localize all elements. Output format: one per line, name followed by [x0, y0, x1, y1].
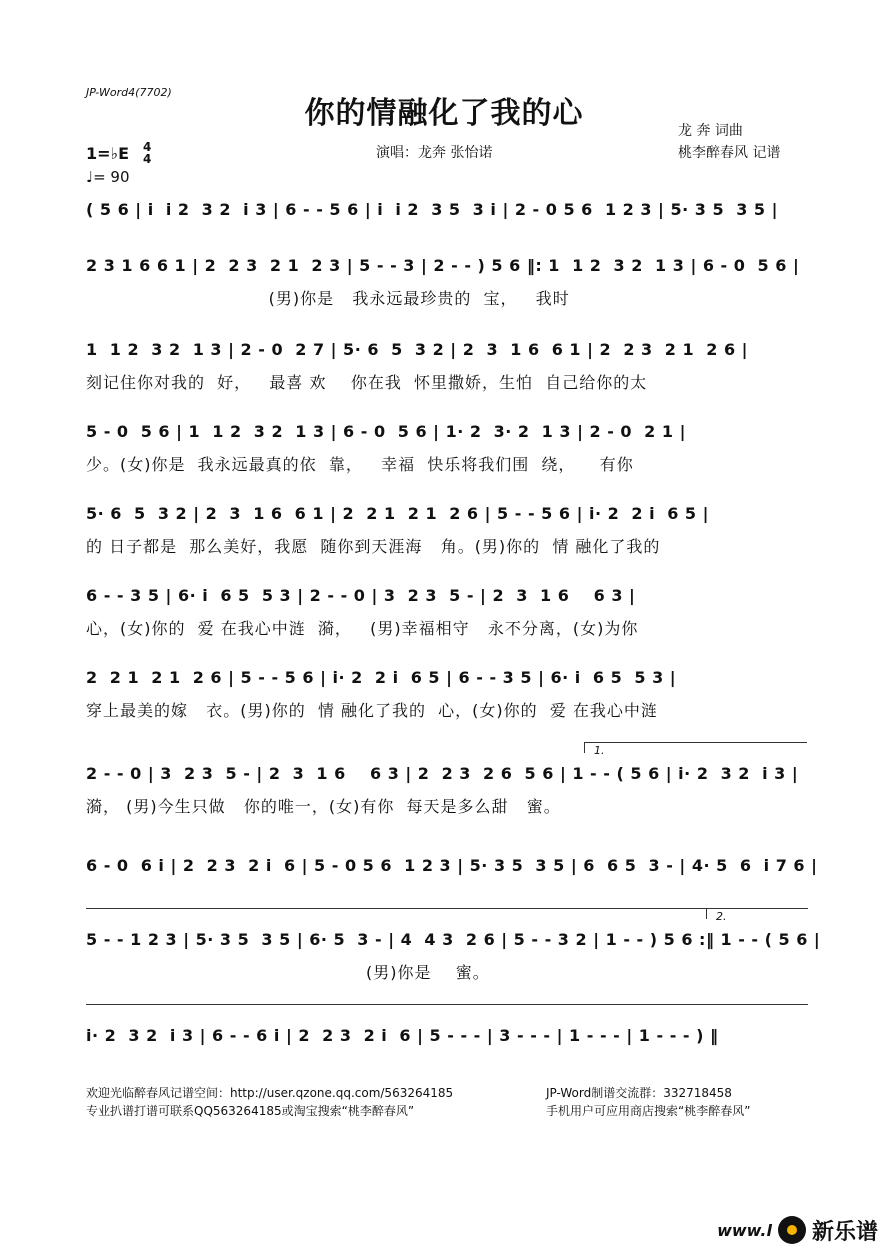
lyrics-line: 少。(女)你是 我永远最真的依 靠， 幸福 快乐将我们围 绕， 有你 [86, 455, 634, 474]
time-bottom: 4 [143, 152, 152, 166]
footer-mobile: 手机用户可应用商店搜索“桃李醉春风” [546, 1104, 751, 1118]
lyrics-line: 穿上最美的嫁 衣。(男)你的 情 融化了我的 心，(女)你的 爱 在我心中涟 [86, 701, 658, 720]
lyrics-line: (男)你是 我永远最珍贵的 宝， 我时 [86, 289, 570, 308]
tempo-marking: ♩= 90 [86, 168, 130, 186]
lyricist-composer: 龙 奔 词曲 [678, 123, 743, 139]
logo-name: 新乐谱 [811, 1219, 878, 1245]
lyrics-line: 心，(女)你的 爱 在我心中涟 漪， (男)幸福相守 永不分离，(女)为你 [86, 619, 639, 638]
first-ending-label: 1. [594, 744, 605, 757]
lyrics-line: (男)你是 蜜。 [86, 963, 490, 982]
notation-line: 5 - - 1 2 3 | 5· 3 5 3 5 | 6· 5 3 - | 4 4 3 2 6 | 5 - - 3 2 | 1 - - ) 5 6 :‖ 1 - - ( 5 6 | [86, 930, 821, 949]
notation-line: 6 - - 3 5 | 6· i 6 5 5 3 | 2 - - 0 | 3 2 3 5 - | 2 3 1 6 6 3 | [86, 586, 636, 605]
footer-contact: 专业扒谱打谱可联系QQ563264185或淘宝搜索“桃李醉春风” [86, 1104, 415, 1118]
ending-line [86, 908, 808, 909]
disc-icon [778, 1216, 806, 1244]
notation-line: 5 - 0 5 6 | 1 1 2 3 2 1 3 | 6 - 0 5 6 | 1· 2 3· 2 1 3 | 2 - 0 2 1 | [86, 422, 686, 441]
second-ending-label: 2. [716, 910, 727, 923]
notation-line: ( 5 6 | i i 2 3 2 i 3 | 6 - - 5 6 | i i 2 3 5 3 i | 2 - 0 5 6 1 2 3 | 5· 3 5 3 5 | [86, 200, 778, 219]
logo-www: www.l [717, 1220, 772, 1240]
notation-line: 2 2 1 2 1 2 6 | 5 - - 5 6 | i· 2 2 i 6 5 | 6 - - 3 5 | 6· i 6 5 5 3 | [86, 668, 677, 687]
footer-group: JP-Word制谱交流群：332718458 [546, 1086, 732, 1100]
software-version: JP-Word4(7702) [86, 86, 172, 99]
singers: 演唱：龙奔 张怡诺 [376, 145, 493, 161]
site-logo [717, 1214, 878, 1246]
notation-line: 1 1 2 3 2 1 3 | 2 - 0 2 7 | 5· 6 5 3 2 | 2 3 1 6 6 1 | 2 2 3 2 1 2 6 | [86, 340, 749, 359]
key-signature: 1=♭E [86, 144, 130, 163]
lyrics-line: 漪， (男)今生只做 你的唯一，(女)有你 每天是多么甜 蜜。 [86, 797, 561, 816]
lyrics-line: 刻记住你对我的 好， 最喜 欢 你在我 怀里撒娇，生怕 自己给你的太 [86, 373, 648, 392]
notation-line: 2 3 1 6 6 1 | 2 2 3 2 1 2 3 | 5 - - 3 | 2 - - ) 5 6 ‖: 1 1 2 3 2 1 3 | 6 - 0 5 6 | [86, 256, 800, 275]
time-top: 4 [143, 140, 152, 154]
song-title: 你的情融化了我的心 [304, 96, 584, 131]
lyrics-line: 的 日子都是 那么美好，我愿 随你到天涯海 角。(男)你的 情 融化了我的 [86, 537, 661, 556]
notation-line: 6 - 0 6 i | 2 2 3 2 i 6 | 5 - 0 5 6 1 2 3 | 5· 3 5 3 5 | 6 6 5 3 - | 4· 5 6 i 7 6 | [86, 856, 818, 875]
transcriber: 桃李醉春风 记谱 [678, 145, 781, 161]
notation-line: i· 2 3 2 i 3 | 6 - - 6 i | 2 2 3 2 i 6 | 5 - - - | 3 - - - | 1 - - - | 1 - - - ) ‖ [86, 1026, 719, 1045]
notation-line: 2 - - 0 | 3 2 3 5 - | 2 3 1 6 6 3 | 2 2 3 2 6 5 6 | 1 - - ( 5 6 | i· 2 3 2 i 3 | [86, 764, 799, 783]
ending-line [86, 1004, 808, 1005]
first-ending-bracket [584, 742, 807, 753]
notation-line: 5· 6 5 3 2 | 2 3 1 6 6 1 | 2 2 1 2 1 2 6 | 5 - - 5 6 | i· 2 2 i 6 5 | [86, 504, 709, 523]
time-signature [143, 141, 151, 165]
footer-website: 欢迎光临醉春风记谱空间：http://user.qzone.qq.com/563264185 [86, 1086, 454, 1100]
